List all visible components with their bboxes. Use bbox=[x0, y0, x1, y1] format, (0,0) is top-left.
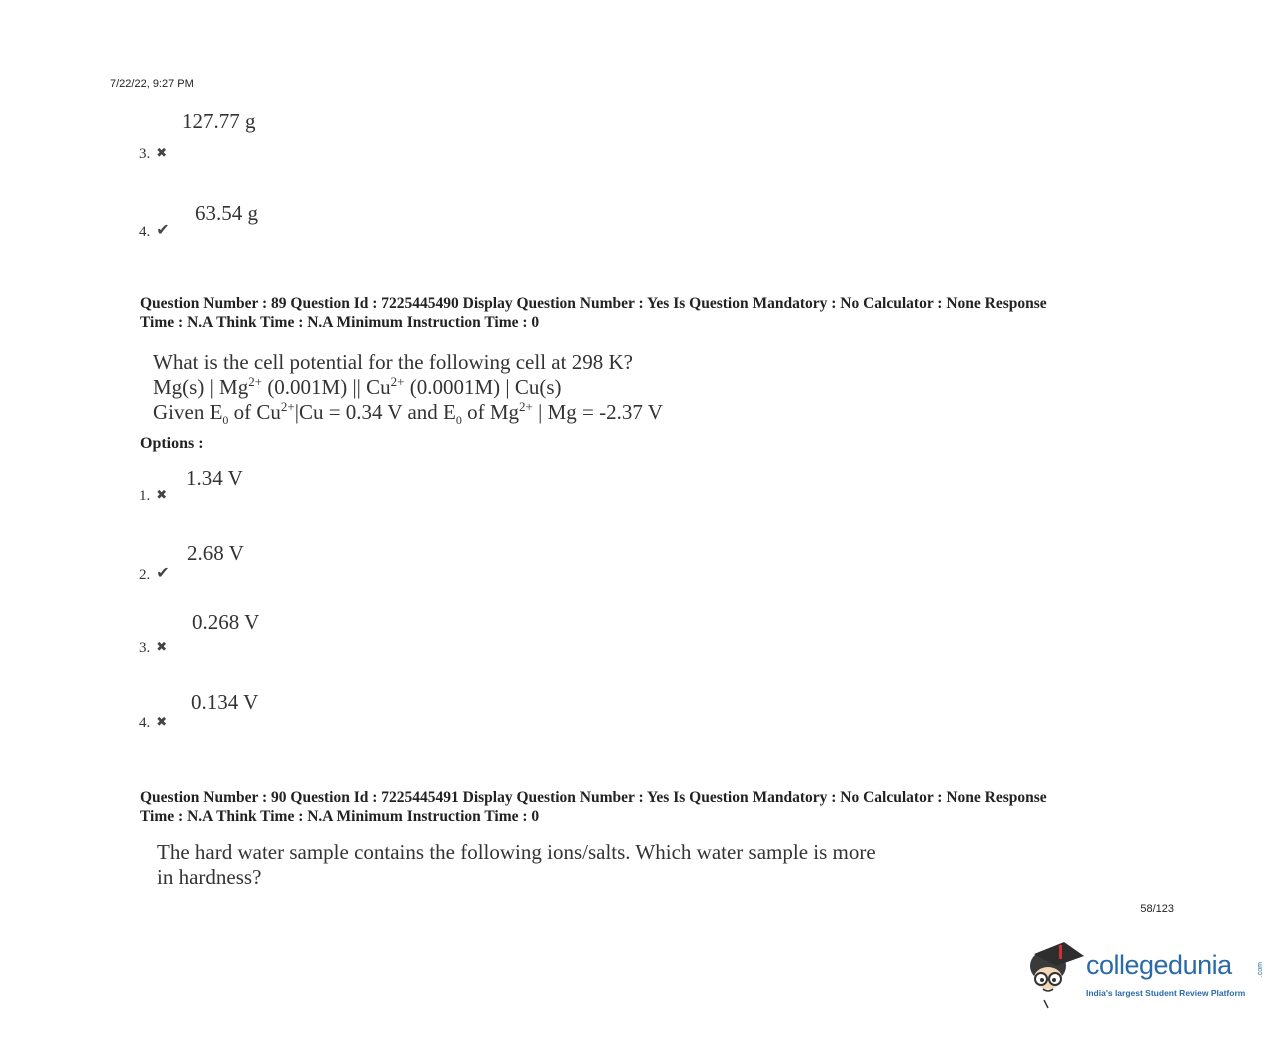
question-line-2 bbox=[153, 375, 663, 400]
option-number-label: 1. bbox=[139, 488, 151, 504]
option-number bbox=[139, 563, 170, 584]
option-value: 1.34 V bbox=[186, 466, 243, 490]
text-run: of Cu bbox=[228, 400, 281, 424]
print-timestamp: 7/22/22, 9:27 PM bbox=[110, 78, 194, 90]
text-run: | Mg = -2.37 V bbox=[532, 400, 663, 424]
superscript: 2+ bbox=[248, 374, 263, 389]
text-run: Mg(s) | Mg bbox=[153, 375, 249, 399]
cross-icon: ✖ bbox=[156, 639, 168, 654]
question-line-3 bbox=[153, 399, 663, 428]
question-meta bbox=[140, 788, 1170, 826]
text-run: |Cu = 0.34 V and E bbox=[294, 400, 456, 424]
option-value: 0.134 V bbox=[191, 690, 259, 714]
text-run: (0.0001M) | Cu(s) bbox=[404, 375, 562, 399]
mascot-icon bbox=[1024, 938, 1084, 1010]
superscript: 2+ bbox=[390, 374, 405, 389]
option-number bbox=[139, 639, 167, 657]
option-number bbox=[139, 145, 167, 163]
question-line-1: What is the cell potential for the following cell at 298 K? bbox=[153, 350, 633, 374]
options-label: Options : bbox=[140, 435, 204, 452]
subscript: 0 bbox=[222, 413, 229, 428]
option-number-label: 4. bbox=[139, 224, 151, 240]
question-meta-line1: Question Number : 90 Question Id : 7225445491 Display Question Number : Yes Is Question Mandatory : No Calculator : None Response bbox=[140, 789, 1047, 806]
page-number: 58/123 bbox=[1140, 903, 1174, 915]
question-line-2: in hardness? bbox=[157, 865, 262, 889]
option-number-label: 3. bbox=[139, 146, 151, 162]
question-meta-line1: Question Number : 89 Question Id : 7225445490 Display Question Number : Yes Is Question Mandatory : No Calculator : None Response bbox=[140, 295, 1047, 312]
logo-wordmark: collegedunia bbox=[1086, 950, 1232, 980]
question-text bbox=[153, 350, 663, 428]
subscript: 0 bbox=[455, 413, 462, 428]
option-value: 0.268 V bbox=[192, 610, 260, 634]
text-run: (0.001M) || Cu bbox=[262, 375, 391, 399]
text-run: of Mg bbox=[461, 400, 520, 424]
superscript: 2+ bbox=[519, 399, 533, 414]
option-number bbox=[139, 220, 170, 241]
logo-tagline: India's largest Student Review Platform bbox=[1086, 988, 1246, 998]
collegedunia-logo bbox=[1024, 938, 1264, 1018]
option-value: 2.68 V bbox=[187, 541, 244, 565]
option-number bbox=[139, 714, 167, 732]
cross-icon: ✖ bbox=[156, 145, 168, 160]
option-number-label: 4. bbox=[139, 715, 151, 731]
cross-icon: ✖ bbox=[156, 714, 168, 729]
superscript: 2+ bbox=[280, 399, 295, 414]
question-line-1: The hard water sample contains the following ions/salts. Which water sample is more bbox=[157, 840, 876, 864]
option-number-label: 2. bbox=[139, 567, 151, 583]
option-value: 63.54 g bbox=[195, 201, 258, 225]
question-meta bbox=[140, 294, 1170, 332]
question-meta-line2: Time : N.A Think Time : N.A Minimum Instruction Time : 0 bbox=[140, 314, 540, 331]
check-icon: ✔ bbox=[156, 222, 170, 239]
option-value: 127.77 g bbox=[182, 109, 256, 133]
option-number-label: 3. bbox=[139, 640, 151, 656]
check-icon: ✔ bbox=[156, 565, 170, 582]
text-run: Given E bbox=[153, 400, 223, 424]
question-text bbox=[157, 840, 876, 890]
option-number bbox=[139, 487, 167, 505]
logo-domain: .com bbox=[1257, 962, 1264, 978]
cross-icon: ✖ bbox=[156, 487, 168, 502]
question-meta-line2: Time : N.A Think Time : N.A Minimum Instruction Time : 0 bbox=[140, 808, 540, 825]
